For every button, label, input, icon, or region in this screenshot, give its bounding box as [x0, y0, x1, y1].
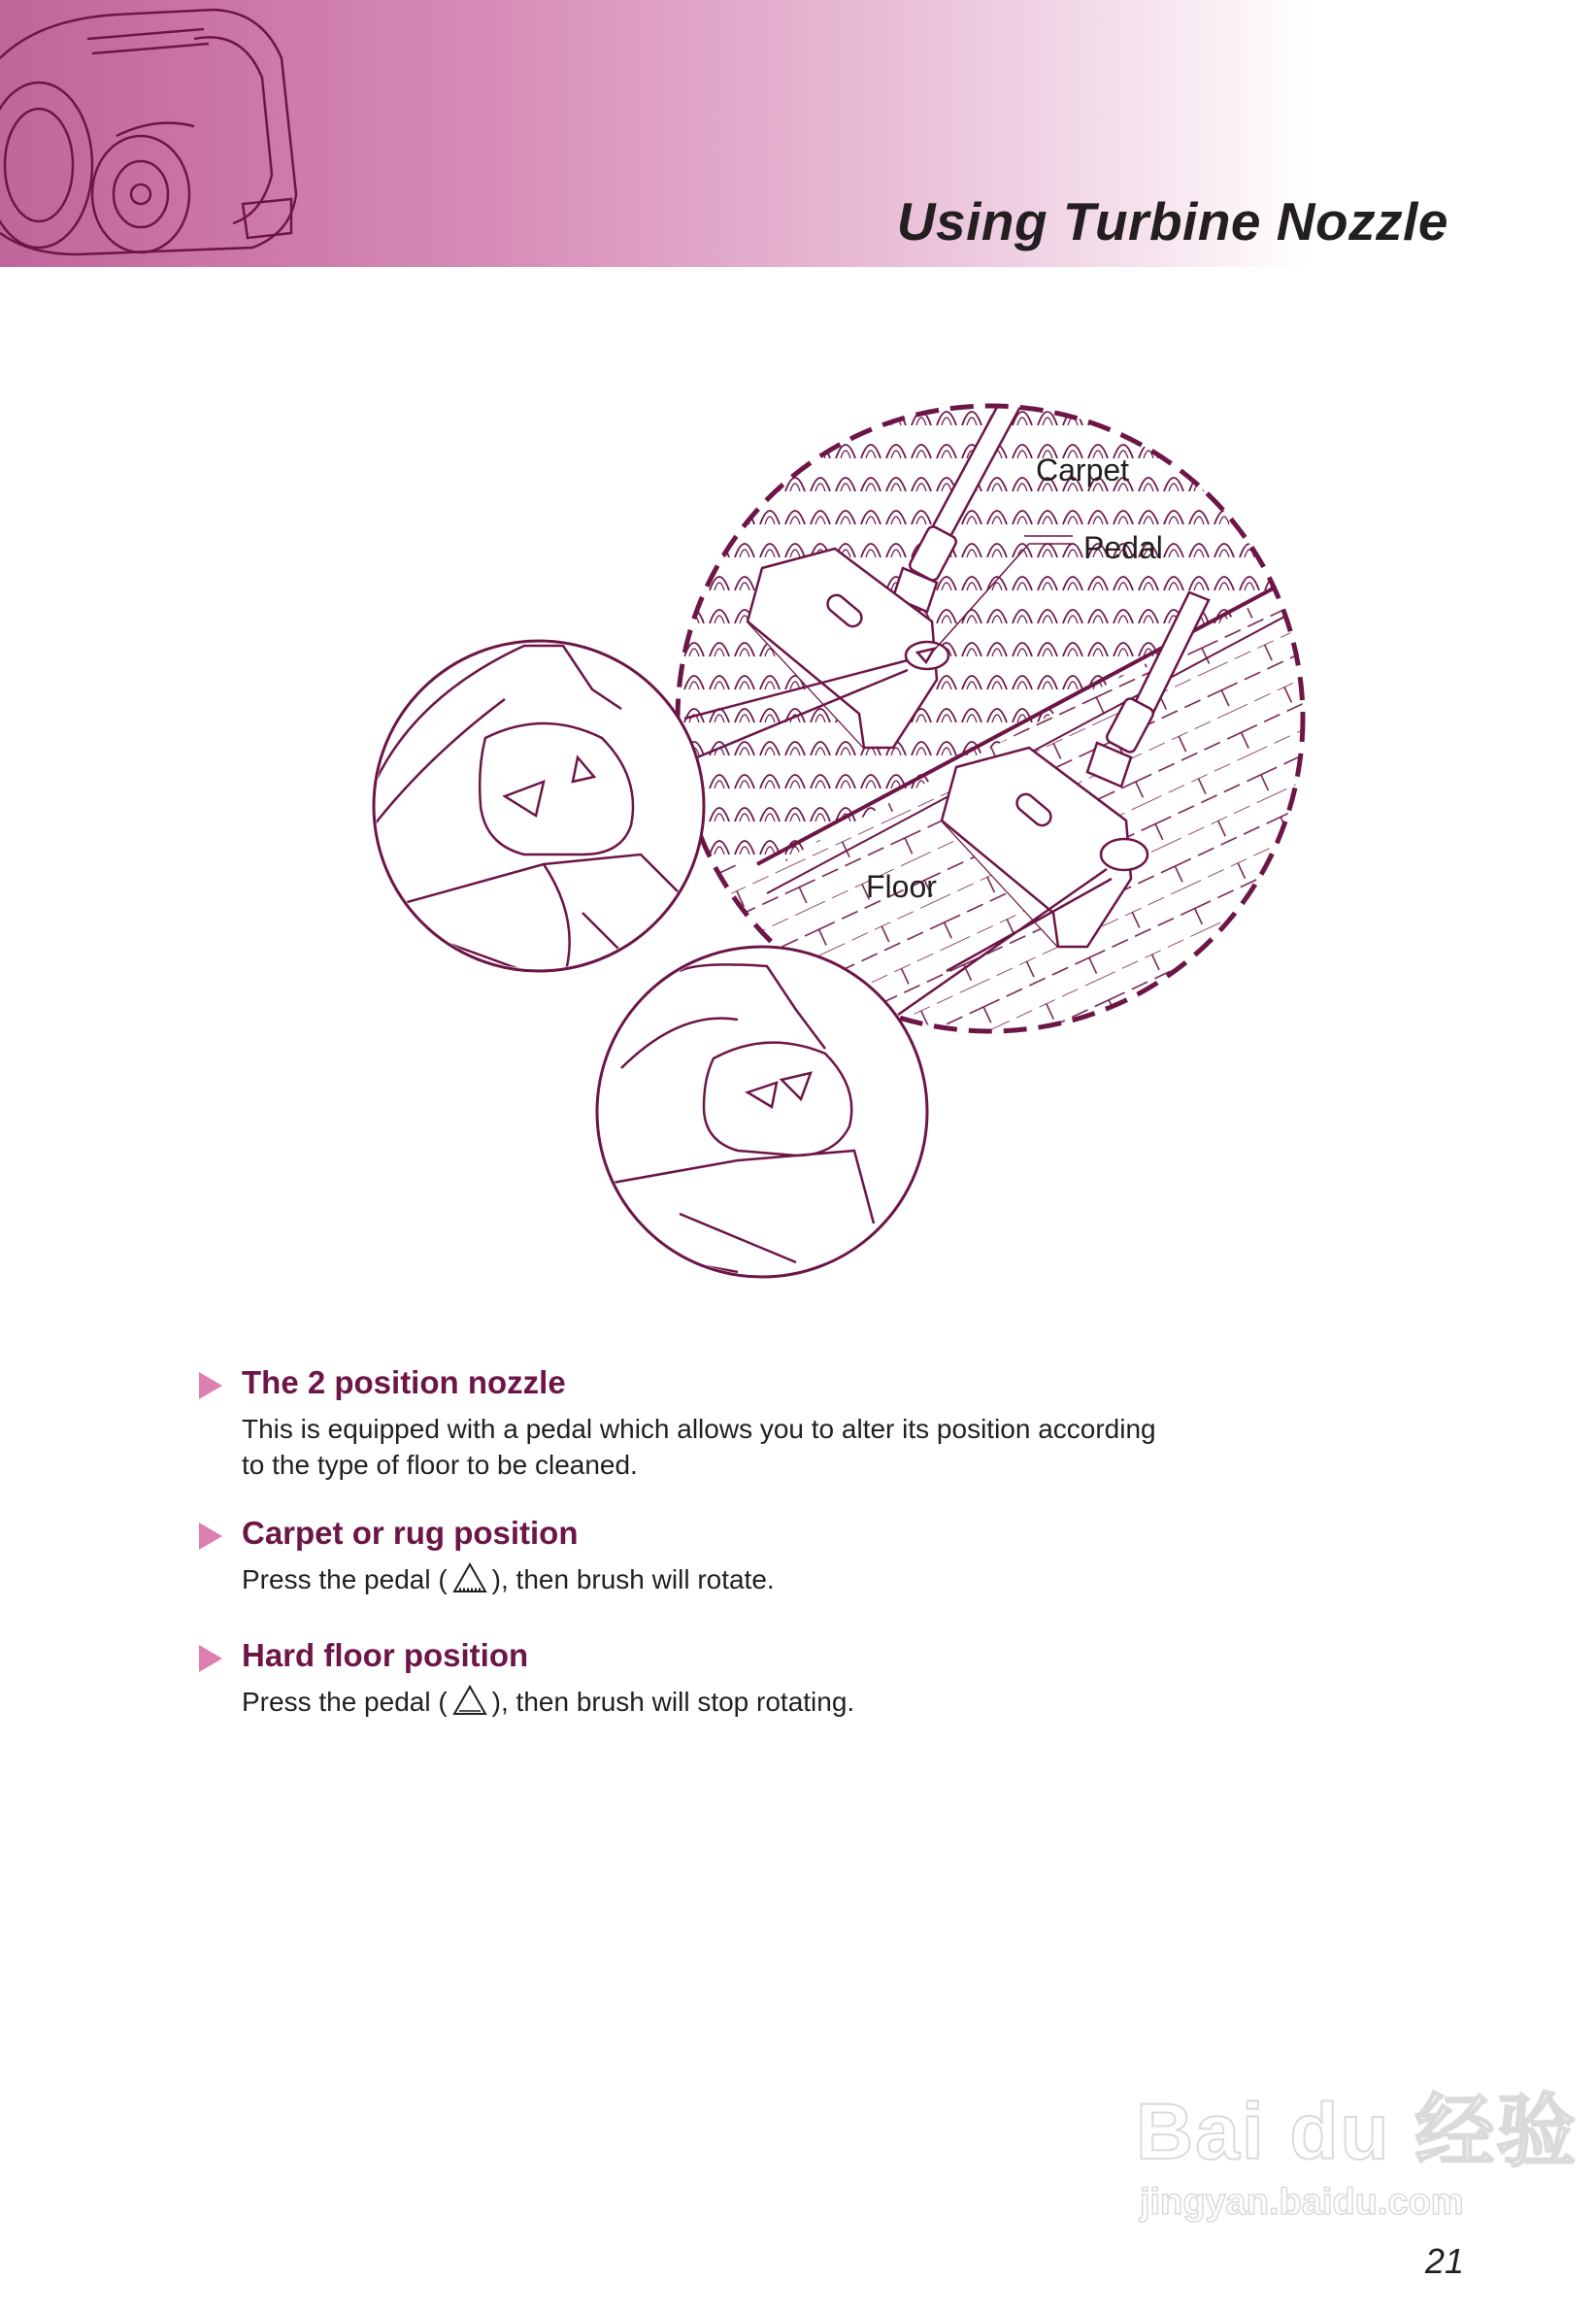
triangle-bullet-icon — [199, 1645, 222, 1672]
carpet-pedal-icon — [451, 1561, 488, 1594]
body-text-after: ), then brush will rotate. — [491, 1564, 775, 1594]
triangle-bullet-icon — [199, 1372, 222, 1399]
section-heading: Carpet or rug position — [242, 1515, 579, 1551]
pedal-label: Pedal — [1083, 530, 1163, 565]
floor-label: Floor — [866, 869, 937, 904]
body-text-before: Press the pedal ( — [242, 1564, 448, 1594]
body-line: This is equipped with a pedal which allows you to alter its position according — [242, 1414, 1156, 1444]
body-text-before: Press the pedal ( — [242, 1687, 448, 1717]
page-title: Using Turbine Nozzle — [896, 191, 1448, 251]
page-number: 21 — [1425, 2241, 1465, 2281]
baidu-watermark — [1136, 2068, 1578, 2224]
section-body — [242, 1411, 1315, 1483]
watermark-url: jingyan.baidu.com — [1140, 2182, 1464, 2223]
watermark-brand: Bai du 经验 — [1136, 2088, 1579, 2176]
carpet-label: Carpet — [1036, 452, 1130, 487]
floor-pedal-icon — [451, 1684, 488, 1717]
section-heading: Hard floor position — [242, 1637, 529, 1673]
header-band — [0, 0, 1596, 267]
vacuum-cleaner-header-art — [0, 0, 311, 267]
section-two-position-nozzle — [199, 1364, 1315, 1483]
body-line: to the type of floor to be cleaned. — [242, 1450, 638, 1480]
section-heading: The 2 position nozzle — [242, 1364, 566, 1400]
body-text-after: ), then brush will stop rotating. — [491, 1687, 855, 1717]
section-hard-floor-position — [199, 1637, 1315, 1720]
turbine-nozzle-illustration — [359, 369, 1330, 1301]
section-body — [242, 1684, 1315, 1720]
section-body — [242, 1561, 1315, 1597]
triangle-bullet-icon — [199, 1523, 222, 1550]
section-carpet-position — [199, 1515, 1315, 1597]
